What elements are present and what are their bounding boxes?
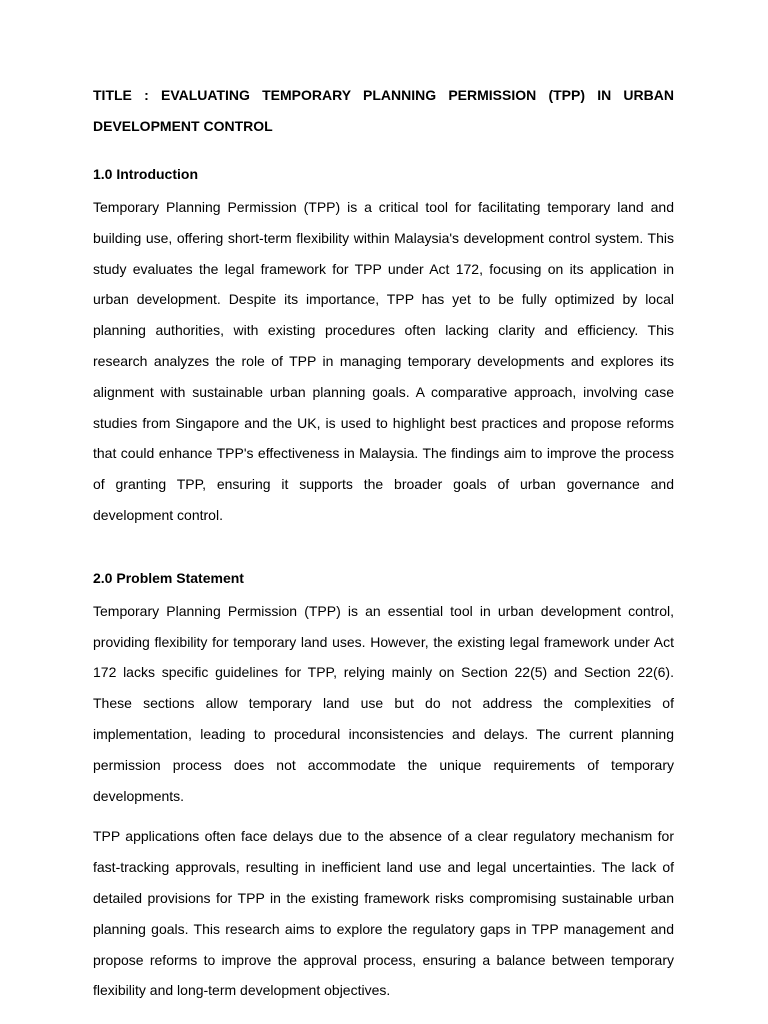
document-title: TITLE : EVALUATING TEMPORARY PLANNING PERMISSION (TPP) IN URBAN DEVELOPMENT CONTROL bbox=[93, 87, 674, 134]
paragraph-problem-statement-1: Temporary Planning Permission (TPP) is an essential tool in urban development control, providing flexibility for temporary land uses. However, the existing legal framework under Act 172 lacks specific guidelines for TPP, relying mainly on Section 22(5) and Section 22(6). These sections allow temporary land use but do not address the complexities of implementation, leading to procedural inconsistencies and delays. The current planning permission process does not accommodate the unique requirements of temporary developments. bbox=[93, 602, 674, 804]
section-heading-introduction: 1.0 Introduction bbox=[93, 166, 198, 182]
document-body bbox=[93, 80, 674, 1006]
section-problem-statement bbox=[93, 567, 674, 1006]
paragraph-problem-statement-2: TPP applications often face delays due to the absence of a clear regulatory mechanism for fast-tracking approvals, resulting in inefficient land use and legal uncertainties. The lack of detailed provisions for TPP in the existing framework risks compromising sustainable urban planning goals. This research aims to explore the regulatory gaps in TPP management and propose reforms to improve the approval process, ensuring a balance between temporary flexibility and long-term development objectives. bbox=[93, 828, 674, 999]
section-introduction bbox=[93, 163, 674, 531]
paragraph-introduction: Temporary Planning Permission (TPP) is a critical tool for facilitating temporary land and building use, offering short-term flexibility within Malaysia's development control system. This study evaluates the legal framework for TPP under Act 172, focusing on its application in urban development. Despite its importance, TPP has yet to be fully optimized by local planning authorities, with existing procedures often lacking clarity and efficiency. This research analyzes the role of TPP in managing temporary developments and explores its alignment with sustainable urban planning goals. A comparative approach, involving case studies from Singapore and the UK, is used to highlight best practices and propose reforms that could enhance TPP's effectiveness in Malaysia. The findings aim to improve the process of granting TPP, ensuring it supports the broader goals of urban governance and development control. bbox=[93, 199, 674, 523]
section-heading-problem-statement: 2.0 Problem Statement bbox=[93, 569, 244, 586]
